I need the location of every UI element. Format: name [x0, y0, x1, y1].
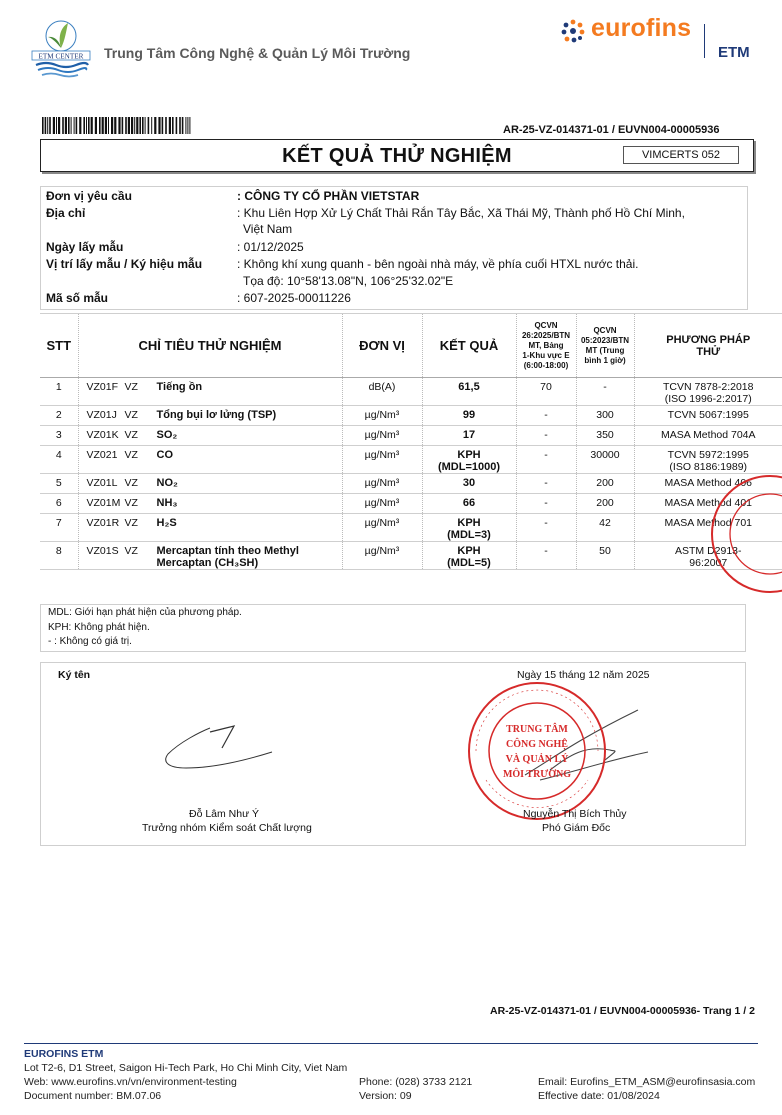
seal-text-3: VÀ QUẢN LÝ [505, 754, 569, 765]
cell-method: ASTM D2913- [674, 545, 742, 557]
barcode-bar [136, 117, 138, 134]
cell-name: Tổng bụi lơ lửng (TSP) [156, 409, 277, 421]
cell-parameter [78, 542, 342, 570]
page-reference: AR-25-VZ-014371-01 / EUVN004-00005936- Trang 1 / 2 [490, 1005, 755, 1017]
table-header-row [40, 314, 782, 378]
barcode-bar [62, 117, 64, 134]
cell-vz: VZ [124, 429, 138, 441]
qc1-line: 26:2025/BTN [521, 330, 571, 340]
cell-qcvn-26: 70 [516, 378, 576, 406]
sample-id-value: : 607-2025-00011226 [237, 291, 351, 305]
location-line2: Tọa độ: 10°58'13.08"N, 106°25'32.02"E [243, 274, 454, 288]
col-result: KẾT QUẢ [422, 314, 516, 378]
footer-phone: Phone: (028) 3733 2121 [359, 1076, 473, 1088]
cell-qcvn-05: 30000 [576, 446, 634, 474]
results-table [40, 313, 782, 570]
barcode-bar [185, 117, 186, 134]
page-title: KẾT QUẢ THỬ NGHIỆM [282, 145, 512, 167]
cell-code: VZ01K [86, 429, 119, 441]
barcode-bar [49, 117, 51, 134]
qc2-line: QCVN [593, 325, 617, 335]
cell-name-block [157, 517, 177, 529]
cell-code: VZ01M [86, 497, 121, 509]
cell-result-line2: (MDL=5) [447, 557, 491, 569]
cell-vz: VZ [124, 497, 138, 509]
barcode-icon [42, 117, 194, 134]
address-line2: Việt Nam [243, 222, 293, 236]
barcode-bar [108, 117, 109, 134]
cell-code: VZ021 [86, 449, 118, 461]
qc2-line: 05:2023/BTN [580, 335, 630, 345]
cell-result-block [422, 494, 516, 514]
barcode-bar [169, 117, 171, 134]
right-signer-title: Phó Giám Đốc [542, 822, 611, 834]
barcode-bar [91, 117, 93, 134]
cell-name-block [157, 497, 178, 509]
barcode-bar [88, 117, 90, 134]
cell-result-block [422, 542, 516, 570]
cell-method: MASA Method 406 [664, 477, 753, 489]
footer-divider [24, 1043, 758, 1044]
logo-text: ETM CENTER [38, 52, 84, 61]
footer-docnum: Document number: BM.07.06 [24, 1090, 162, 1102]
barcode-bar [56, 117, 57, 134]
barcode-bar [145, 117, 146, 134]
right-signer-name: Nguyễn Thị Bích Thủy [523, 808, 627, 820]
barcode-bar [165, 117, 167, 134]
sampling-date-value: : 01/12/2025 [237, 240, 304, 254]
address-label: Địa chỉ [46, 206, 86, 220]
cell-name: NO₂ [156, 477, 178, 489]
cell-result-block [422, 426, 516, 446]
cell-unit: µg/Nm³ [342, 474, 422, 494]
cell-parameter [78, 514, 342, 542]
location-line1: : Không khí xung quanh - bên ngoài nhà máy, về phía cuối HTXL nước thải. [237, 257, 639, 271]
cell-code: VZ01J [86, 409, 117, 421]
cell-method-block [634, 378, 782, 406]
cell-method: TCVN 5972:1995 [667, 449, 749, 461]
barcode-bar [114, 117, 116, 134]
cell-name-block [157, 381, 203, 393]
cell-method: MASA Method 701 [664, 517, 753, 529]
cell-unit: µg/Nm³ [342, 446, 422, 474]
qc1-line: (6:00-18:00) [523, 360, 569, 370]
cell-unit: dB(A) [342, 378, 422, 406]
cell-parameter [78, 426, 342, 446]
cell-qcvn-26: - [516, 426, 576, 446]
method-header-line: PHƯƠNG PHÁP [666, 333, 751, 346]
barcode-bar [68, 117, 70, 134]
location-label: Vị trí lấy mẫu / Ký hiệu mẫu [46, 257, 203, 271]
barcode-bar [47, 117, 48, 134]
etm-center-logo [30, 18, 92, 80]
cell-name-line2: Mercaptan (CH₃SH) [156, 557, 259, 569]
barcode-bar [118, 117, 120, 134]
cell-qcvn-26: - [516, 542, 576, 570]
cell-stt: 4 [40, 446, 78, 474]
note-mdl: MDL: Giới hạn phát hiện của phương pháp. [48, 607, 242, 618]
cell-qcvn-05: 42 [576, 514, 634, 542]
sign-date: Ngày 15 tháng 12 năm 2025 [517, 669, 650, 681]
qc1-line: QCVN [534, 320, 558, 330]
cell-result-block [422, 514, 516, 542]
barcode-bar [139, 117, 141, 134]
barcode-bar [131, 117, 133, 134]
cell-method: MASA Method 401 [664, 497, 753, 509]
cell-stt: 6 [40, 494, 78, 514]
cell-method: TCVN 7878-2:2018 [663, 381, 754, 393]
barcode-bar [179, 117, 181, 134]
footer-web: Web: www.eurofins.vn/vn/environment-testing [24, 1076, 237, 1088]
cell-name: Tiếng ồn [156, 381, 203, 393]
cell-unit: µg/Nm³ [342, 426, 422, 446]
table-row [40, 446, 782, 474]
center-name: Trung Tâm Công Nghệ & Quản Lý Môi Trường [104, 45, 411, 61]
barcode-bar [158, 117, 160, 134]
cell-result: KPH [457, 449, 481, 461]
barcode-bar [125, 117, 127, 134]
cell-vz: VZ [124, 449, 138, 461]
cell-vz: VZ [124, 381, 138, 393]
cell-result: 30 [462, 477, 476, 489]
cell-name: CO [156, 449, 173, 461]
footer-company: EUROFINS ETM [24, 1048, 104, 1060]
sampling-date-label: Ngày lấy mẫu [46, 240, 124, 254]
cell-stt: 2 [40, 406, 78, 426]
barcode-bar [122, 117, 124, 134]
barcode-bar [142, 117, 144, 134]
cell-qcvn-26: - [516, 514, 576, 542]
footer-address: Lot T2-6, D1 Street, Saigon Hi-Tech Park, Ho Chi Minh City, Viet Nam [24, 1062, 348, 1074]
cell-stt: 5 [40, 474, 78, 494]
cell-method: TCVN 5067:1995 [667, 409, 749, 421]
barcode-bar [71, 117, 72, 134]
qc2-line: bình 1 giờ) [584, 355, 626, 365]
qc2-line: MT (Trung [585, 345, 625, 355]
cell-name: SO₂ [156, 429, 178, 441]
requester-value: : CÔNG TY CỔ PHẦN VIETSTAR [237, 189, 420, 203]
barcode-bar [134, 117, 135, 134]
brand-divider [704, 24, 705, 58]
barcode-bar [95, 117, 97, 134]
table-row [40, 406, 782, 426]
etm-tag: ETM [718, 44, 750, 61]
cell-vz: VZ [124, 477, 138, 489]
cell-unit: µg/Nm³ [342, 514, 422, 542]
table-row [40, 494, 782, 514]
method-header-line: THỬ [696, 345, 721, 358]
table-body [40, 378, 782, 570]
barcode-bar [189, 117, 190, 134]
vimcerts-badge: VIMCERTS 052 [623, 146, 739, 164]
sample-id-label: Mã số mẫu [46, 291, 109, 305]
barcode-bar [151, 117, 152, 134]
barcode-bar [74, 117, 75, 134]
barcode-bar [187, 117, 188, 134]
cell-method: MASA Method 704A [660, 429, 756, 441]
eurofins-brand: eurofins [591, 14, 692, 42]
cell-unit: µg/Nm³ [342, 494, 422, 514]
barcode-bar [148, 117, 150, 134]
seal-text-1: TRUNG TÂM [506, 724, 568, 735]
cell-name-block [157, 477, 178, 489]
cell-result-line2: (MDL=3) [447, 529, 491, 541]
requester-label: Đơn vị yêu cầu [46, 189, 132, 203]
table-row [40, 514, 782, 542]
left-signer-title: Trưởng nhóm Kiểm soát Chất lượng [142, 822, 312, 834]
cell-method-line2: 96:2007 [689, 557, 728, 569]
barcode-bar [102, 117, 104, 134]
cell-name-block [157, 409, 277, 421]
cell-qcvn-26: - [516, 474, 576, 494]
barcode-bar [42, 117, 44, 134]
side-seal-circle [699, 474, 782, 594]
table-row [40, 426, 782, 446]
barcode-bar [83, 117, 85, 134]
barcode-bar [76, 117, 78, 134]
cell-code: VZ01L [86, 477, 118, 489]
barcode-bar [111, 117, 113, 134]
cell-code: VZ01S [86, 545, 119, 557]
barcode-bar [182, 117, 184, 134]
cell-qcvn-26: - [516, 446, 576, 474]
cell-result-block [422, 378, 516, 406]
cell-unit: µg/Nm³ [342, 406, 422, 426]
cell-result: 99 [462, 409, 476, 421]
cell-parameter [78, 446, 342, 474]
cell-stt: 1 [40, 378, 78, 406]
cell-parameter [78, 494, 342, 514]
cell-qcvn-05: 200 [576, 474, 634, 494]
barcode-bar [65, 117, 67, 134]
seal-text-4: MÔI TRƯỜNG [502, 769, 572, 780]
cell-stt: 3 [40, 426, 78, 446]
barcode-bar [79, 117, 81, 134]
cell-name-block [157, 449, 174, 461]
cell-vz: VZ [124, 545, 138, 557]
cell-stt: 7 [40, 514, 78, 542]
col-unit: ĐƠN VỊ [342, 314, 422, 378]
cell-result-block [422, 446, 516, 474]
barcode-bar [162, 117, 164, 134]
cell-name: H₂S [156, 517, 177, 529]
cell-method-block [634, 426, 782, 446]
cell-result-line2: (MDL=1000) [437, 461, 501, 473]
barcode-bar [86, 117, 87, 134]
cell-qcvn-26: - [516, 494, 576, 514]
cell-parameter [78, 474, 342, 494]
cell-result: KPH [457, 517, 481, 529]
col-stt: STT [40, 314, 78, 378]
address-line1: : Khu Liên Hợp Xử Lý Chất Thải Rắn Tây Bắc, Xã Thái Mỹ, Thành phố Hồ Chí Minh, [237, 206, 685, 220]
cell-method-block [634, 406, 782, 426]
cell-result-block [422, 406, 516, 426]
cell-qcvn-26: - [516, 406, 576, 426]
report-number: AR-25-VZ-014371-01 / EUVN004-00005936 [503, 124, 720, 136]
cell-vz: VZ [124, 517, 138, 529]
footer-version: Version: 09 [359, 1090, 412, 1102]
barcode-bar [99, 117, 101, 134]
table-row [40, 542, 782, 570]
col-parameter: CHỈ TIÊU THỬ NGHIỆM [78, 314, 342, 378]
cell-name-block [157, 429, 178, 441]
cell-qcvn-05: 350 [576, 426, 634, 446]
cell-result: 66 [462, 497, 476, 509]
col-method [634, 314, 782, 378]
cell-vz: VZ [124, 409, 138, 421]
cell-qcvn-05: 300 [576, 406, 634, 426]
left-signature [160, 718, 280, 778]
left-signer-name: Đỗ Lâm Như Ý [189, 808, 260, 820]
cell-parameter [78, 406, 342, 426]
barcode-bar [53, 117, 55, 134]
cell-result: 61,5 [458, 381, 480, 393]
table-row [40, 378, 782, 406]
cell-name-block [157, 545, 299, 569]
table-row [40, 474, 782, 494]
cell-qcvn-05: - [576, 378, 634, 406]
cell-method-line2: (ISO 8186:1989) [669, 461, 748, 473]
barcode-bar [176, 117, 178, 134]
cell-method-line2: (ISO 1996-2:2017) [664, 393, 752, 405]
sign-label: Ký tên [58, 669, 91, 681]
eurofins-dots-icon [560, 18, 586, 44]
cell-code: VZ01F [86, 381, 119, 393]
cell-qcvn-05: 50 [576, 542, 634, 570]
seal-text-2: CÔNG NGHỆ [506, 739, 568, 750]
cell-code: VZ01R [86, 517, 120, 529]
side-seal [699, 474, 782, 594]
cell-unit: µg/Nm³ [342, 542, 422, 570]
cell-qcvn-05: 200 [576, 494, 634, 514]
barcode-bar [105, 117, 107, 134]
barcode-bar [128, 117, 130, 134]
cell-result-block [422, 474, 516, 494]
cell-stt: 8 [40, 542, 78, 570]
col-qcvn-05 [576, 314, 634, 378]
cell-name: NH₃ [156, 497, 178, 509]
footer-email: Email: Eurofins_ETM_ASM@eurofinsasia.com [538, 1076, 756, 1088]
barcode-bar [154, 117, 156, 134]
barcode-bar [58, 117, 60, 134]
barcode-bar [45, 117, 47, 134]
cell-result: KPH [457, 545, 481, 557]
barcode-bar [172, 117, 174, 134]
company-seal [466, 680, 608, 822]
cell-method-block [634, 446, 782, 474]
qc1-line: 1-Khu vực E [522, 350, 570, 360]
cell-name: Mercaptan tính theo Methyl [156, 545, 299, 557]
note-dash: - : Không có giá trị. [48, 636, 132, 647]
footer-effective-date: Effective date: 01/08/2024 [538, 1090, 660, 1102]
qc1-line: MT, Bảng [528, 340, 564, 350]
cell-parameter [78, 378, 342, 406]
cell-result: 17 [462, 429, 476, 441]
note-kph: KPH: Không phát hiện. [48, 622, 150, 633]
col-qcvn-26 [516, 314, 576, 378]
client-info-box [40, 186, 748, 310]
